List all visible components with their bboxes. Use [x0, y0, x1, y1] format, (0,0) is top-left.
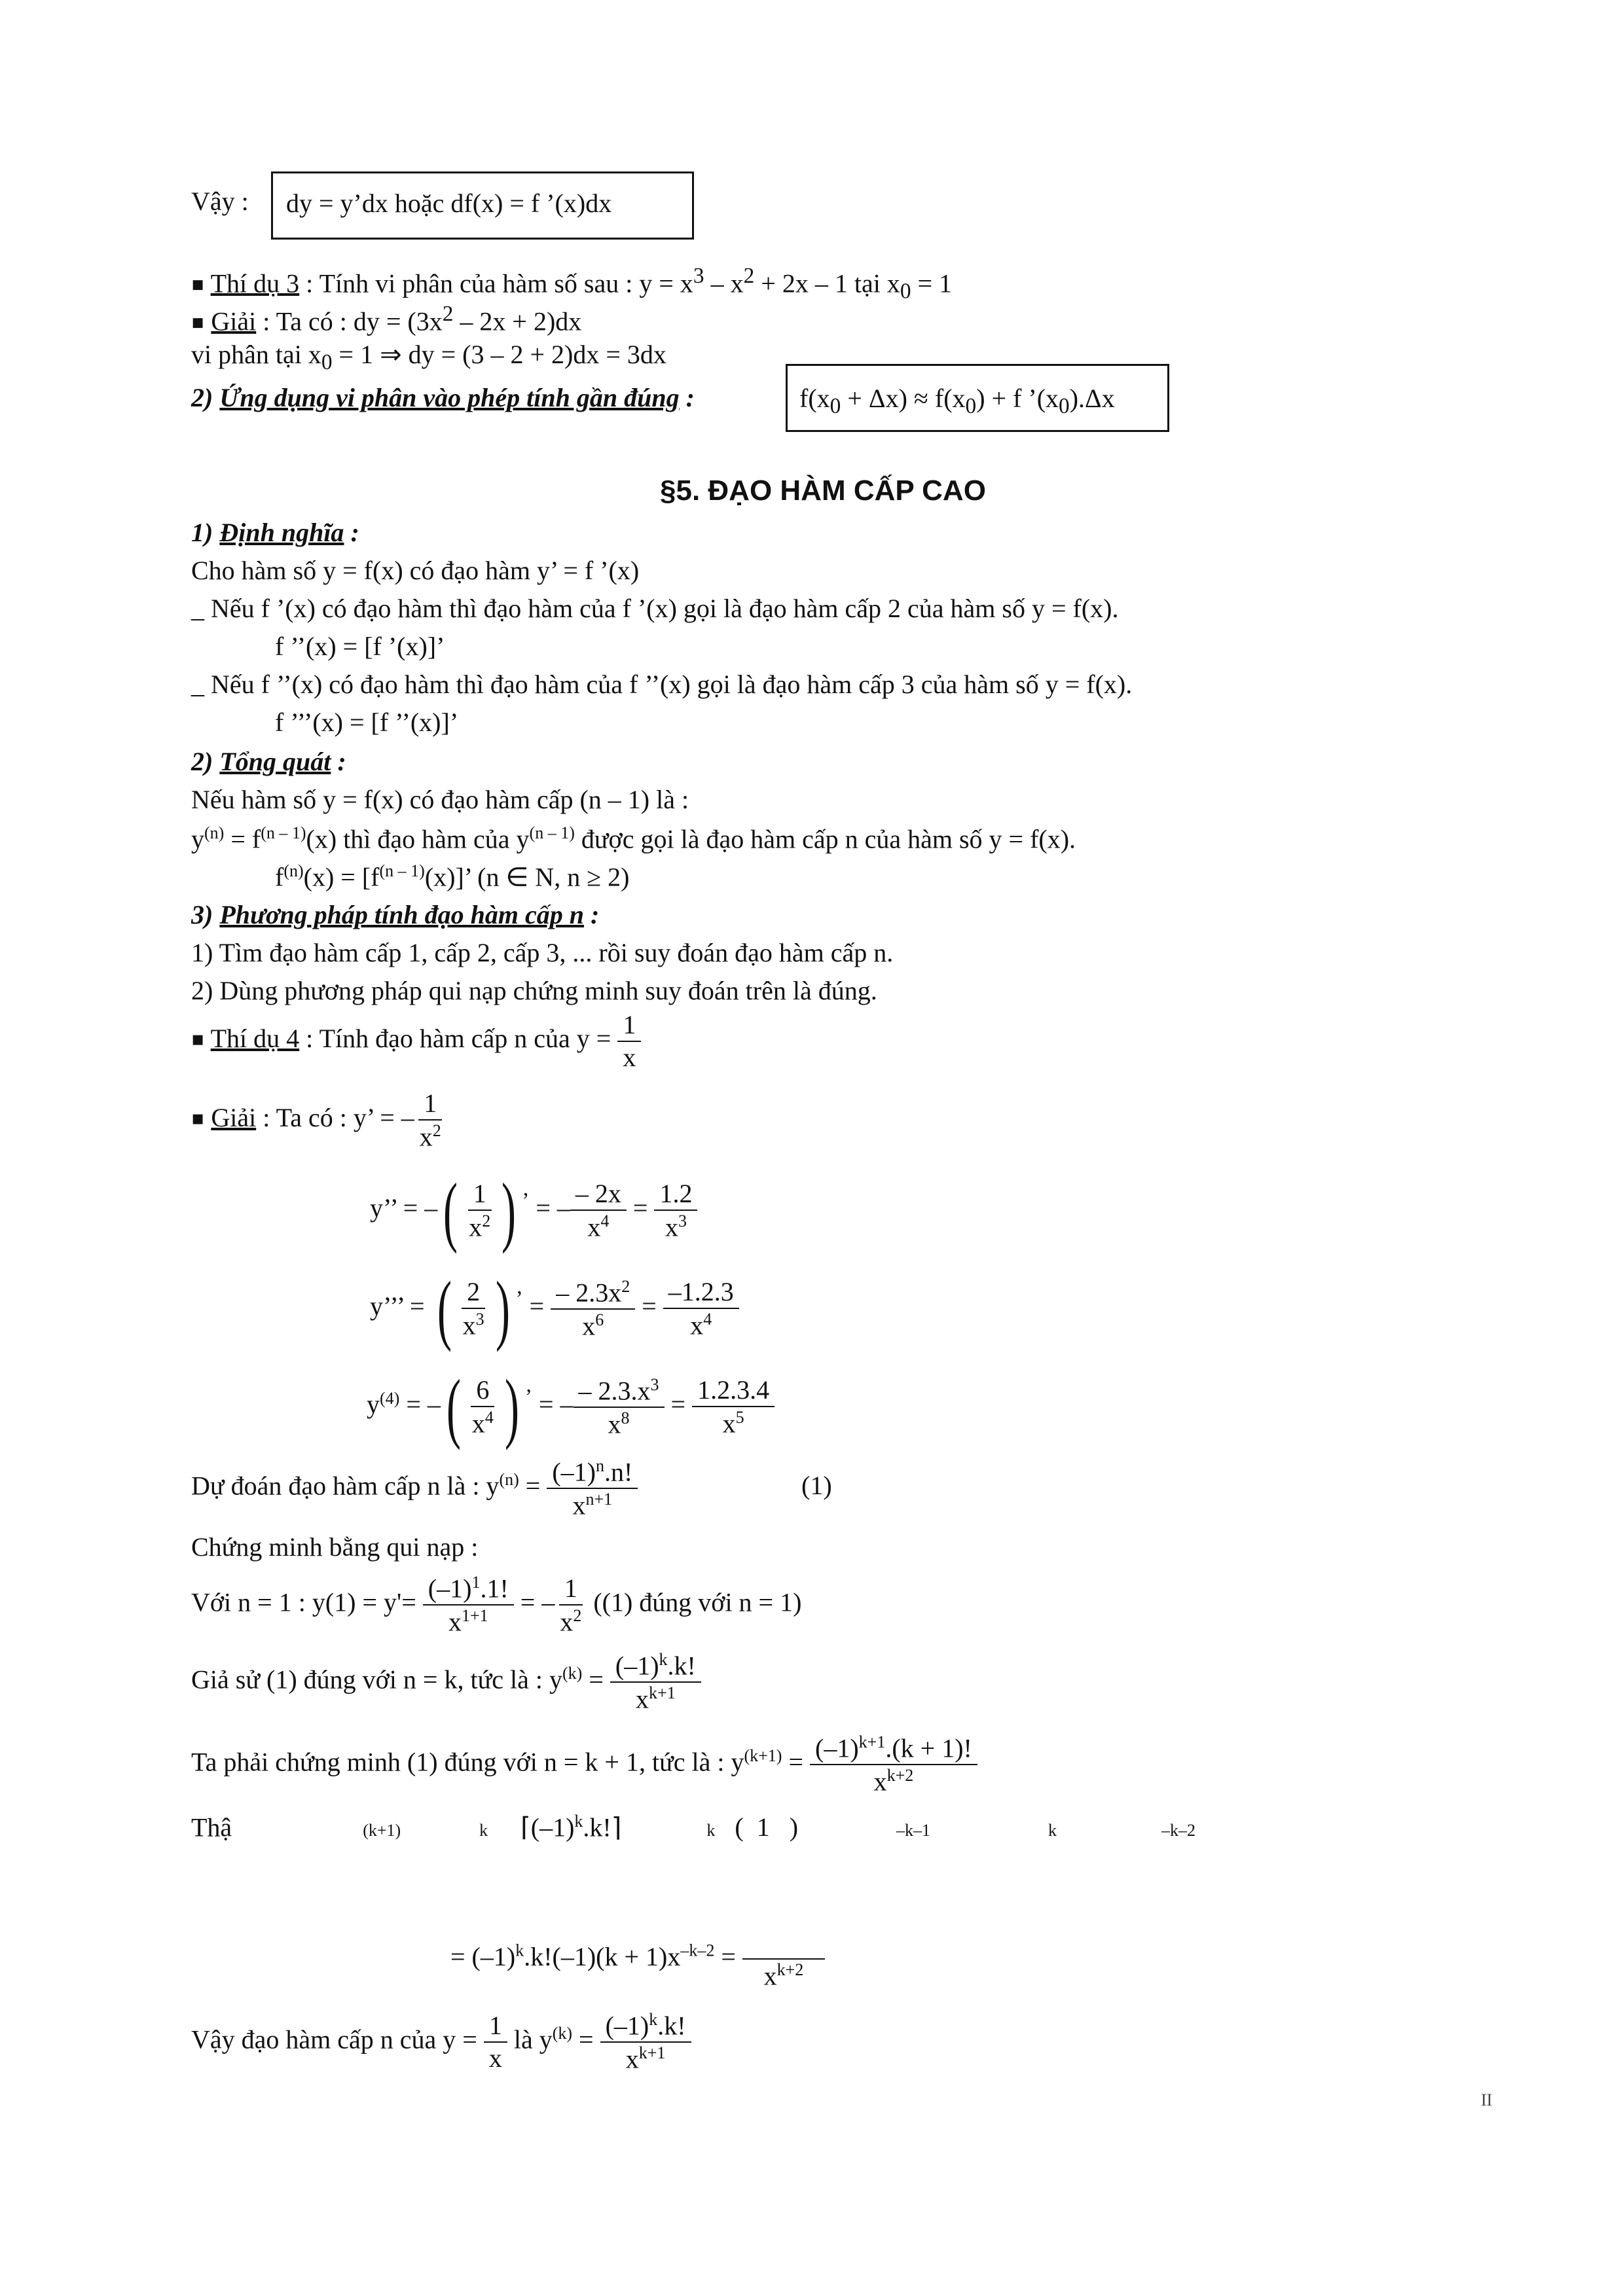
formula-y-second: y’’ = –( $\frac{1}{x^2}$ ) ’ = – $\frac{- 2x}{x^4}$ = $\frac{1.2}{x^3}$: [370, 1172, 697, 1250]
subsection-method-heading: 3) Phương pháp tính đạo hàm cấp n :: [191, 900, 600, 929]
example-3-label: Thí dụ 3: [210, 268, 300, 298]
subsection-general-heading: 2) Tổng quát :: [191, 747, 346, 776]
prediction-line: Dự đoán đạo hàm cấp n là : $y^{(n)}$ = $\frac{(-1)^n.n!}{x^{n+1}}$: [191, 1457, 638, 1520]
example-3-line: ▪ Thí dụ 3 : Tính vi phân của hàm số sau : $y = x^3 - x^2 + 2x - 1$ tại $x_0 = 1$: [191, 264, 953, 304]
line-conclusion-prefix: Vậy :: [191, 187, 249, 216]
equation-tag: (1): [801, 1471, 832, 1500]
differential-formula: dy = y’dx hoặc df(x) = f ’(x)dx: [286, 188, 612, 218]
approximation-formula: $f(x_0 + \Delta x) \approx f(x_0) + f$ $’(x_0).\Delta x$: [799, 384, 1115, 418]
induction-hypothesis-line: Giả sử (1) đúng với n = k, tức là : $y^{(k)}$ = $\frac{(-1)^k.k!}{x^{k+1}}$: [191, 1651, 701, 1714]
final-conclusion-line: Vậy đạo hàm cấp n của y = $\frac{1}{x}$ là $y^{(k)}$ = $\frac{(-1)^k.k!}{x^{k+1}}$: [191, 2011, 691, 2074]
bullet-icon: ▪: [191, 310, 205, 334]
page-mark: II: [1481, 2090, 1493, 2109]
proof-result-line: = $(-1)^k.k!(-1)(k + 1)x^{-k-2}$ = $x^{k+2}$: [450, 1928, 825, 1990]
text-line: $y^{(n)} = f^{(n - 1)}(x)$ thì đạo hàm của $y^{(n - 1)}$ được gọi là đạo hàm cấp n của hàm số y = f(x).: [191, 823, 1076, 854]
text-line: _ Nếu f ’(x) có đạo hàm thì đạo hàm của f ’(x) gọi là đạo hàm cấp 2 của hàm số y = f(x).: [191, 594, 1119, 623]
text-line: 1) Tìm đạo hàm cấp 1, cấp 2, cấp 3, ... rồi suy đoán đạo hàm cấp n.: [191, 938, 894, 967]
solution-4-line: ▪ Giải : Ta có : y’ = – $\frac{1}{x^2}$: [191, 1089, 447, 1151]
base-case-line: Với n = 1 : y(1) = y'= $\frac{(-1)^1.1!}{x^{1+1}}$ = – $\frac{1}{x^2}$ ((1) đúng với n = 1): [191, 1573, 802, 1637]
text-line: Cho hàm số y = f(x) có đạo hàm y’ = f ’(x): [191, 556, 640, 585]
bullet-icon: ▪: [191, 272, 205, 296]
formula-nth-derivative: $f^{(n)}(x) = [f^{(n - 1)}(x)]$’ (n ∈ N, n ≥ 2): [275, 861, 630, 892]
solution-label: Giải: [211, 1102, 257, 1132]
example-4-line: ▪ Thí dụ 4 : Tính đạo hàm cấp n của y = $\frac{1}{x}$: [191, 1011, 641, 1072]
formula-third-derivative: f ’’’(x) = [f ’’(x)]’: [275, 708, 459, 737]
formula-box-differential: [271, 171, 694, 240]
subsection-definition-heading: 1) Định nghĩa :: [191, 518, 359, 547]
example-4-label: Thí dụ 4: [210, 1024, 300, 1054]
truncated-proof-line: Thậ (k+1) k $⌈(-1)^k.k!⌉$ k ( 1 ) –k–1 k –k–2: [191, 1813, 1196, 1842]
solution-label: Giải: [211, 306, 257, 336]
solution-3-line: ▪ Giải : Ta có : dy = $(3x^2 - 2x + 2)dx$: [191, 302, 582, 336]
formula-second-derivative: f ’’(x) = [f ’(x)]’: [275, 632, 445, 661]
fraction: $\frac{1}{x^2}$: [419, 1088, 441, 1152]
text-line: 2) Dùng phương pháp qui nạp chứng minh suy đoán trên là đúng.: [191, 976, 877, 1005]
text-line: Nếu hàm số y = f(x) có đạo hàm cấp (n – 1) là :: [191, 785, 689, 814]
fraction: $\frac{1}{x}$: [617, 1011, 641, 1072]
subsection-approximation-heading: 2) Ứng dụng vi phân vào phép tính gần đúng :: [191, 383, 695, 412]
bullet-icon: ▪: [191, 1106, 205, 1130]
formula-y-fourth: $y^{(4)}$ = –( $\frac{6}{x^4}$ ) ’ = – $\frac{- 2.3.x^3}{x^8}$ = $\frac{1.2.3.4}{x^5}$: [367, 1368, 775, 1446]
section-title: §5. ĐẠO HÀM CẤP CAO: [660, 475, 986, 507]
text-line: _ Nếu f ’’(x) có đạo hàm thì đạo hàm của f ’’(x) gọi là đạo hàm cấp 3 của hàm số y = f(x).: [191, 670, 1133, 699]
induction-step-line: Ta phải chứng minh (1) đúng với n = k + 1, tức là : $y^{(k+1)}$ = $\frac{(-1)^{k+1}.(k + 1)!}{x^{k+2}}$: [191, 1733, 977, 1797]
text-line: Chứng minh bằng qui nạp :: [191, 1532, 479, 1562]
formula-box-approximation: [786, 364, 1169, 432]
bullet-icon: ▪: [191, 1028, 205, 1051]
differential-at-point-line: vi phân tại $x_0 = 1$ ⇒ dy = (3 – 2 + 2)dx = 3dx: [191, 340, 666, 374]
formula-y-third: y’’’ = ( $\frac{2}{x^3}$ ) ’ = $\frac{- 2.3x^2}{x^6}$ = $\frac{-1.2.3}{x^4}$: [370, 1270, 739, 1348]
